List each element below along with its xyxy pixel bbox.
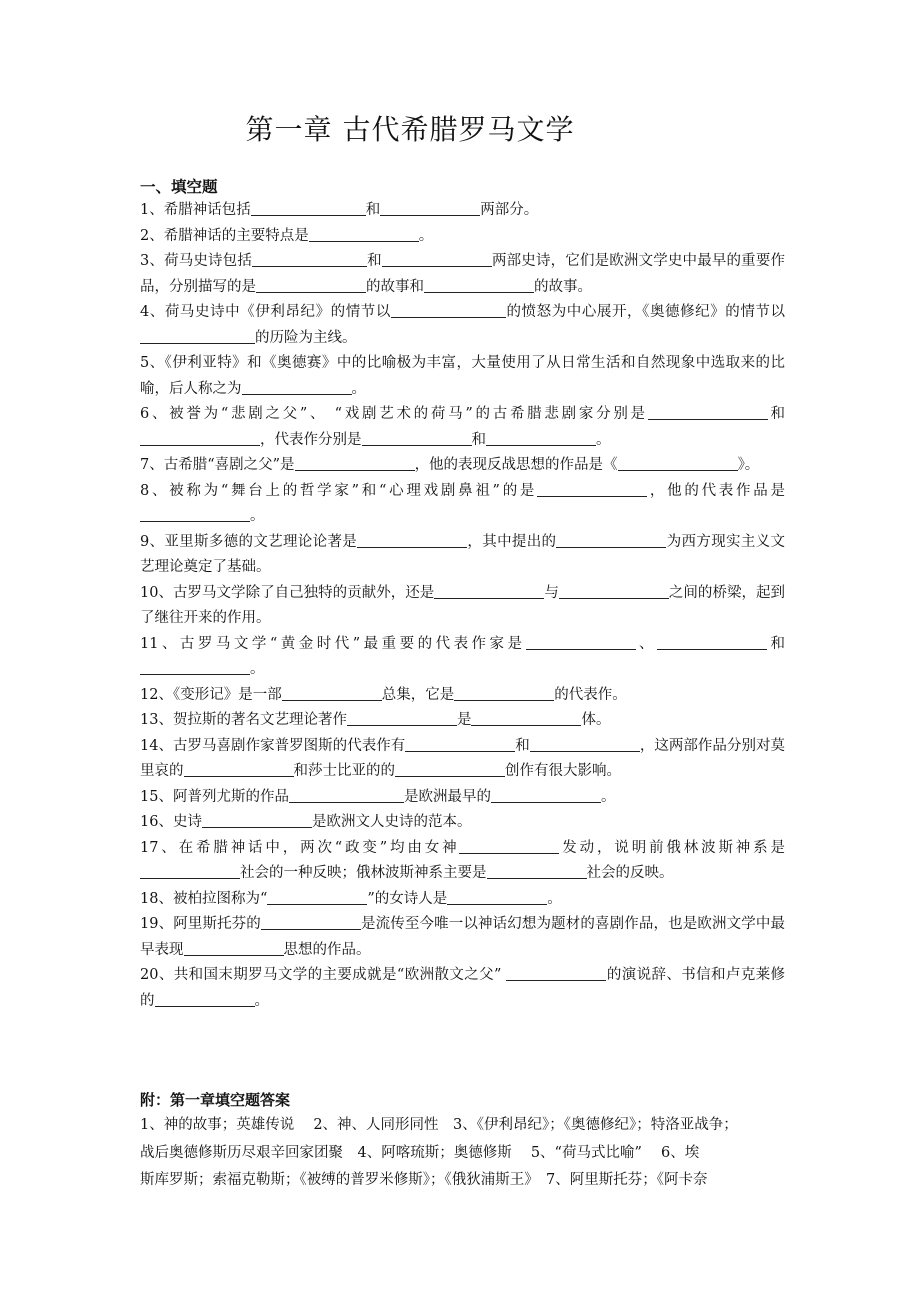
question-3: 3、荷马史诗包括 和 两部史诗，它们是欧洲文学史中最早的重要作品，分别描写的是 的故事和 的故事。 — [140, 249, 785, 300]
answer-blank[interactable] — [471, 709, 581, 726]
fill-in-section — [140, 176, 785, 1014]
answer-blank[interactable] — [289, 786, 404, 803]
answer-blank[interactable] — [267, 888, 367, 905]
answer-blank[interactable] — [424, 276, 534, 293]
answer-blank[interactable] — [295, 454, 415, 471]
answer-blank[interactable] — [559, 582, 669, 599]
answer-key — [140, 1088, 785, 1195]
question-10: 10、古罗马文学除了自己独特的贡献外，还是 与 之间的桥梁，起到了继往开来的作用。 — [140, 581, 785, 632]
answer-blank[interactable] — [140, 505, 250, 522]
question-18: 18、被柏拉图称为“ ”的女诗人是 。 — [140, 887, 785, 913]
answer-blank[interactable] — [526, 633, 636, 650]
question-14: 14、古罗马喜剧作家普罗图斯的代表作有 和 ，这两部作品分别对莫里哀的 和莎士比亚的的 创作有很大影响。 — [140, 734, 785, 785]
answer-blank[interactable] — [391, 301, 506, 318]
chapter-title: 第一章 古代希腊罗马文学 — [245, 113, 575, 146]
section-heading: 一、填空题 — [140, 178, 218, 196]
answer-blank[interactable] — [252, 250, 367, 267]
answer-blank[interactable] — [380, 199, 480, 216]
answer-blank[interactable] — [261, 913, 361, 930]
question-7: 7、古希腊“喜剧之父”是 ，他的表现反战思想的作品是《 》。 — [140, 453, 785, 479]
question-15: 15、阿普列尤斯的作品 是欧洲最早的 。 — [140, 785, 785, 811]
answer-blank[interactable] — [184, 760, 294, 777]
answer-line: 1、神的故事；英雄传说 2、神、人同形同性 3、《伊利昂纪》；《奥德修纪》；特洛亚战争； — [140, 1117, 738, 1133]
answer-blank[interactable] — [506, 964, 606, 981]
answer-blank[interactable] — [454, 684, 554, 701]
answer-blank[interactable] — [140, 862, 240, 879]
answer-blank[interactable] — [256, 276, 366, 293]
answer-blank[interactable] — [487, 862, 587, 879]
answer-blank[interactable] — [486, 429, 596, 446]
answer-blank[interactable] — [434, 582, 544, 599]
answer-blank[interactable] — [447, 888, 547, 905]
answer-line: 斯库罗斯；索福克勒斯；《被缚的普罗米修斯》；《俄狄浦斯王》 7、阿里斯托芬；《阿卡奈 — [140, 1172, 708, 1188]
question-4: 4、荷马史诗中《伊利昂纪》的情节以 的愤怒为中心展开，《奥德修纪》的情节以的历险为主线。 — [140, 300, 785, 351]
answer-blank[interactable] — [405, 735, 515, 752]
answer-blank[interactable] — [242, 378, 352, 395]
answer-blank[interactable] — [202, 811, 312, 828]
answer-blank[interactable] — [347, 709, 457, 726]
answer-blank[interactable] — [251, 199, 366, 216]
question-1: 1、希腊神话包括 和 两部分。 — [140, 198, 785, 224]
answer-blank[interactable] — [395, 760, 505, 777]
question-5: 5、《伊利亚特》和《奥德赛》中的比喻极为丰富，大量使用了从日常生活和自然现象中选取来的比喻，后人称之为 。 — [140, 355, 785, 397]
question-13: 13、贺拉斯的著名文艺理论著作 是 体。 — [140, 708, 785, 734]
answer-blank[interactable] — [140, 429, 260, 446]
question-9: 9、亚里斯多德的文艺理论论著是 ，其中提出的 为西方现实主义文艺理论奠定了基础。 — [140, 530, 785, 581]
question-6: 6、被誉为“悲剧之父”、 “戏剧艺术的荷马”的古希腊悲剧家分别是 和，代表作分别是 和 。 — [140, 402, 785, 453]
question-17: 17、在希腊神话中，两次“政变”均由女神 发动，说明前俄林波斯神系是社会的一种反映；俄林波斯神系主要是 社会的反映。 — [140, 836, 785, 887]
question-16: 16、史诗 是欧洲文人史诗的范本。 — [140, 810, 785, 836]
answer-blank[interactable] — [657, 633, 767, 650]
answer-heading: 附：第一章填空题答案 — [140, 1091, 291, 1109]
answer-blank[interactable] — [155, 990, 255, 1007]
question-12: 12、《变形记》是一部 总集，它是 的代表作。 — [140, 683, 785, 709]
answer-blank[interactable] — [140, 658, 250, 675]
answer-blank[interactable] — [282, 684, 382, 701]
question-8: 8、被称为“舞台上的哲学家”和“心理戏剧鼻祖”的是 ，他的代表作品是。 — [140, 479, 785, 530]
answer-blank[interactable] — [362, 429, 472, 446]
question-2: 2、希腊神话的主要特点是 。 — [140, 224, 785, 250]
answer-blank[interactable] — [459, 837, 559, 854]
answer-blank[interactable] — [618, 454, 738, 471]
answer-blank[interactable] — [357, 531, 467, 548]
answer-blank[interactable] — [140, 327, 255, 344]
answer-blank[interactable] — [184, 939, 284, 956]
answer-blank[interactable] — [556, 531, 666, 548]
question-11: 11、古罗马文学“黄金时代”最重要的代表作家是 、 和。 — [140, 632, 785, 683]
answer-blank[interactable] — [309, 225, 419, 242]
question-20: 20、共和国末期罗马文学的主要成就是“欧洲散文之父” 的演说辞、书信和卢克莱修的 。 — [140, 963, 785, 1014]
answer-blank[interactable] — [382, 250, 492, 267]
answer-blank[interactable] — [537, 480, 647, 497]
answer-blank[interactable] — [530, 735, 640, 752]
answer-line: 战后奥德修斯历尽艰辛回家团聚 4、阿喀琉斯；奥德修斯 5、“荷马式比喻” 6、埃 — [140, 1144, 700, 1161]
answer-blank[interactable] — [491, 786, 601, 803]
answer-blank[interactable] — [648, 403, 768, 420]
question-19: 19、阿里斯托芬的 是流传至今唯一以神话幻想为题材的喜剧作品，也是欧洲文学中最早表现 思想的作品。 — [140, 912, 785, 963]
